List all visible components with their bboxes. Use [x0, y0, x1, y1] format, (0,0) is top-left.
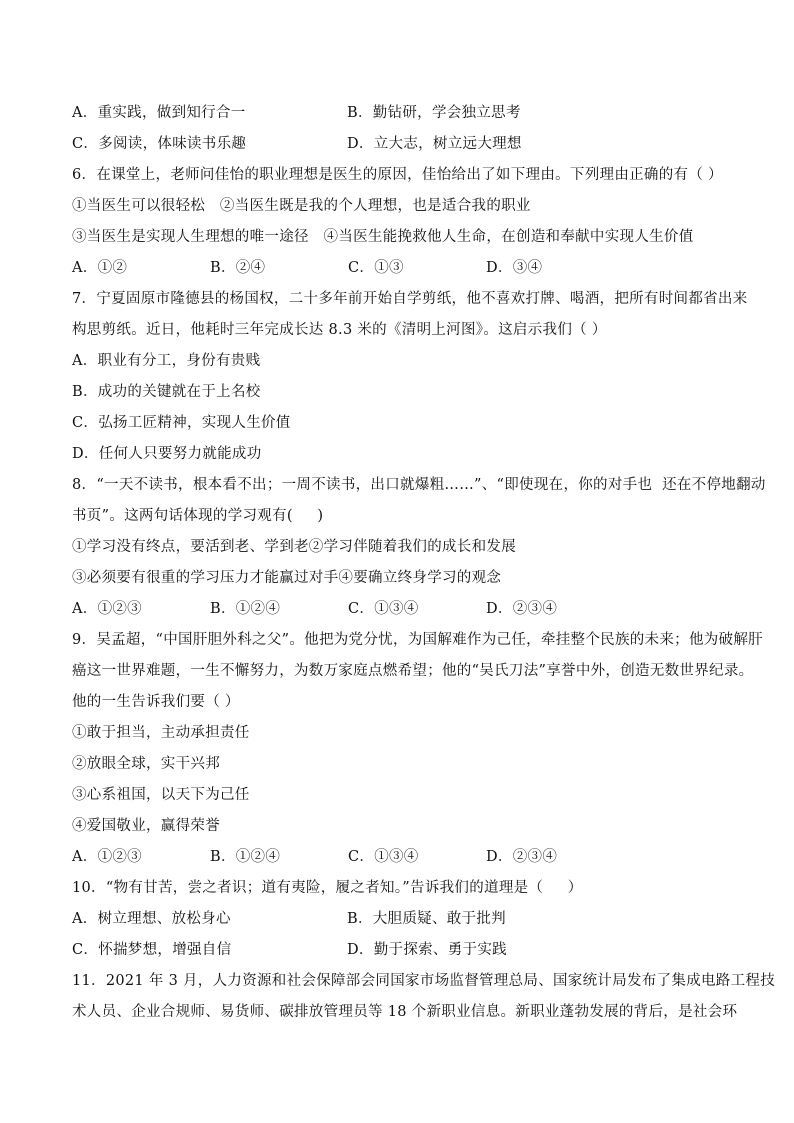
- q9-options: [72, 842, 732, 873]
- q11-stem-line-2: 术人员、企业合规师、易货师、碳排放管理员等 18 个新职业信息。新职业蓬勃发展的背后，是社会环: [72, 1004, 738, 1020]
- q7-stem-line-1: 7．宁夏固原市隆德县的杨国权，二十多年前开始自学剪纸，他不喜欢打牌、喝酒，把所有时间都省出来: [72, 291, 748, 307]
- q9-option-b: B．①②④: [210, 849, 281, 865]
- q5-options-row-1: [72, 98, 732, 129]
- q6-item-1: ①当医生可以很轻松 ②当医生既是我的个人理想，也是适合我的职业: [72, 198, 531, 214]
- q10-option-d: D．勤于探索、勇于实践: [347, 942, 507, 958]
- q7-option-c: C．弘扬工匠精神，实现人生价值: [72, 415, 291, 431]
- q10-option-a: A．树立理想、放松身心: [72, 911, 231, 927]
- q11-stem-line-1: 11．2021 年 3 月，人力资源和社会保障部会同国家市场监督管理总局、国家统计局发布了集成电路工程技: [72, 973, 776, 989]
- q10-stem: 10．“物有甘苦，尝之者识；道有夷险，履之者知。”告诉我们的道理是（ ）: [72, 880, 583, 896]
- q6-options: [72, 253, 732, 284]
- q9-item-2: ②放眼全球，实干兴邦: [72, 756, 220, 772]
- q8-option-d: D．②③④: [486, 601, 558, 617]
- q10-options-row-2: [72, 935, 732, 966]
- q8-option-c: C．①③④: [348, 601, 419, 617]
- q7-stem-line-2: 构思剪纸。近日，他耗时三年完成长达 8.3 米的《清明上河图》。这启示我们（ ）: [72, 322, 607, 338]
- q10-option-c: C．怀揣梦想，增强自信: [72, 942, 232, 958]
- q7-option-b: B．成功的关键就在于上名校: [72, 384, 261, 400]
- q8-item-1: ①学习没有终点，要活到老、学到老②学习伴随着我们的成长和发展: [72, 539, 516, 555]
- q9-stem-line-2: 癌这一世界难题，一生不懈努力，为数万家庭点燃希望；他的“吴氏刀法”享誉中外，创造无数世界纪录。: [72, 663, 754, 679]
- q9-item-1: ①敢于担当，主动承担责任: [72, 725, 250, 741]
- q8-stem-line-1: 8．“一天不读书，根本看不出；一周不读书，出口就爆粗……”、“即使现在，你的对手也 还在不停地翻动: [72, 477, 766, 493]
- q8-option-b: B．①②④: [210, 601, 281, 617]
- q9-stem-line-3: 他的一生告诉我们要（ ）: [72, 694, 240, 710]
- q9-item-4: ④爱国敬业，赢得荣誉: [72, 818, 220, 834]
- q9-stem-line-1: 9．吴孟超，“中国肝胆外科之父”。他把为党分忧，为国解难作为己任，牵挂整个民族的未来；他为破解肝: [72, 632, 763, 648]
- q7-option-a: A．职业有分工，身份有贵贱: [72, 353, 261, 369]
- q6-option-a: A．①②: [72, 260, 128, 276]
- q6-option-b: B．②④: [210, 260, 266, 276]
- q8-item-2: ③必须要有很重的学习压力才能赢过对手④要确立终身学习的观念: [72, 570, 502, 586]
- q7-option-d: D．任何人只要努力就能成功: [72, 446, 262, 462]
- exam-page: [72, 98, 776, 1028]
- q5-option-b: B．勤钻研，学会独立思考: [347, 105, 521, 121]
- q9-option-d: D．②③④: [486, 849, 558, 865]
- q8-options: [72, 594, 732, 625]
- q10-options-row-1: [72, 904, 732, 935]
- q8-stem-line-2: 书页”。这两句话体现的学习观有( ): [72, 508, 324, 524]
- q5-options-row-2: [72, 129, 732, 160]
- q5-option-d: D．立大志，树立远大理想: [347, 136, 522, 152]
- q9-option-a: A．①②③: [72, 849, 142, 865]
- q9-option-c: C．①③④: [348, 849, 419, 865]
- q9-item-3: ③心系祖国，以天下为己任: [72, 787, 250, 803]
- q6-option-d: D．③④: [486, 260, 543, 276]
- q6-stem: 6．在课堂上，老师问佳怡的职业理想是医生的原因，佳怡给出了如下理由。下列理由正确的有（ ）: [72, 167, 723, 183]
- q5-option-c: C．多阅读，体味读书乐趣: [72, 136, 247, 152]
- q6-item-2: ③当医生是实现人生理想的唯一途径 ④当医生能挽救他人生命，在创造和奉献中实现人生价值: [72, 229, 694, 245]
- q5-option-a: A．重实践，做到知行合一: [72, 105, 246, 121]
- q8-option-a: A．①②③: [72, 601, 142, 617]
- q10-option-b: B．大胆质疑、敢于批判: [347, 911, 506, 927]
- q6-option-c: C．①③: [348, 260, 404, 276]
